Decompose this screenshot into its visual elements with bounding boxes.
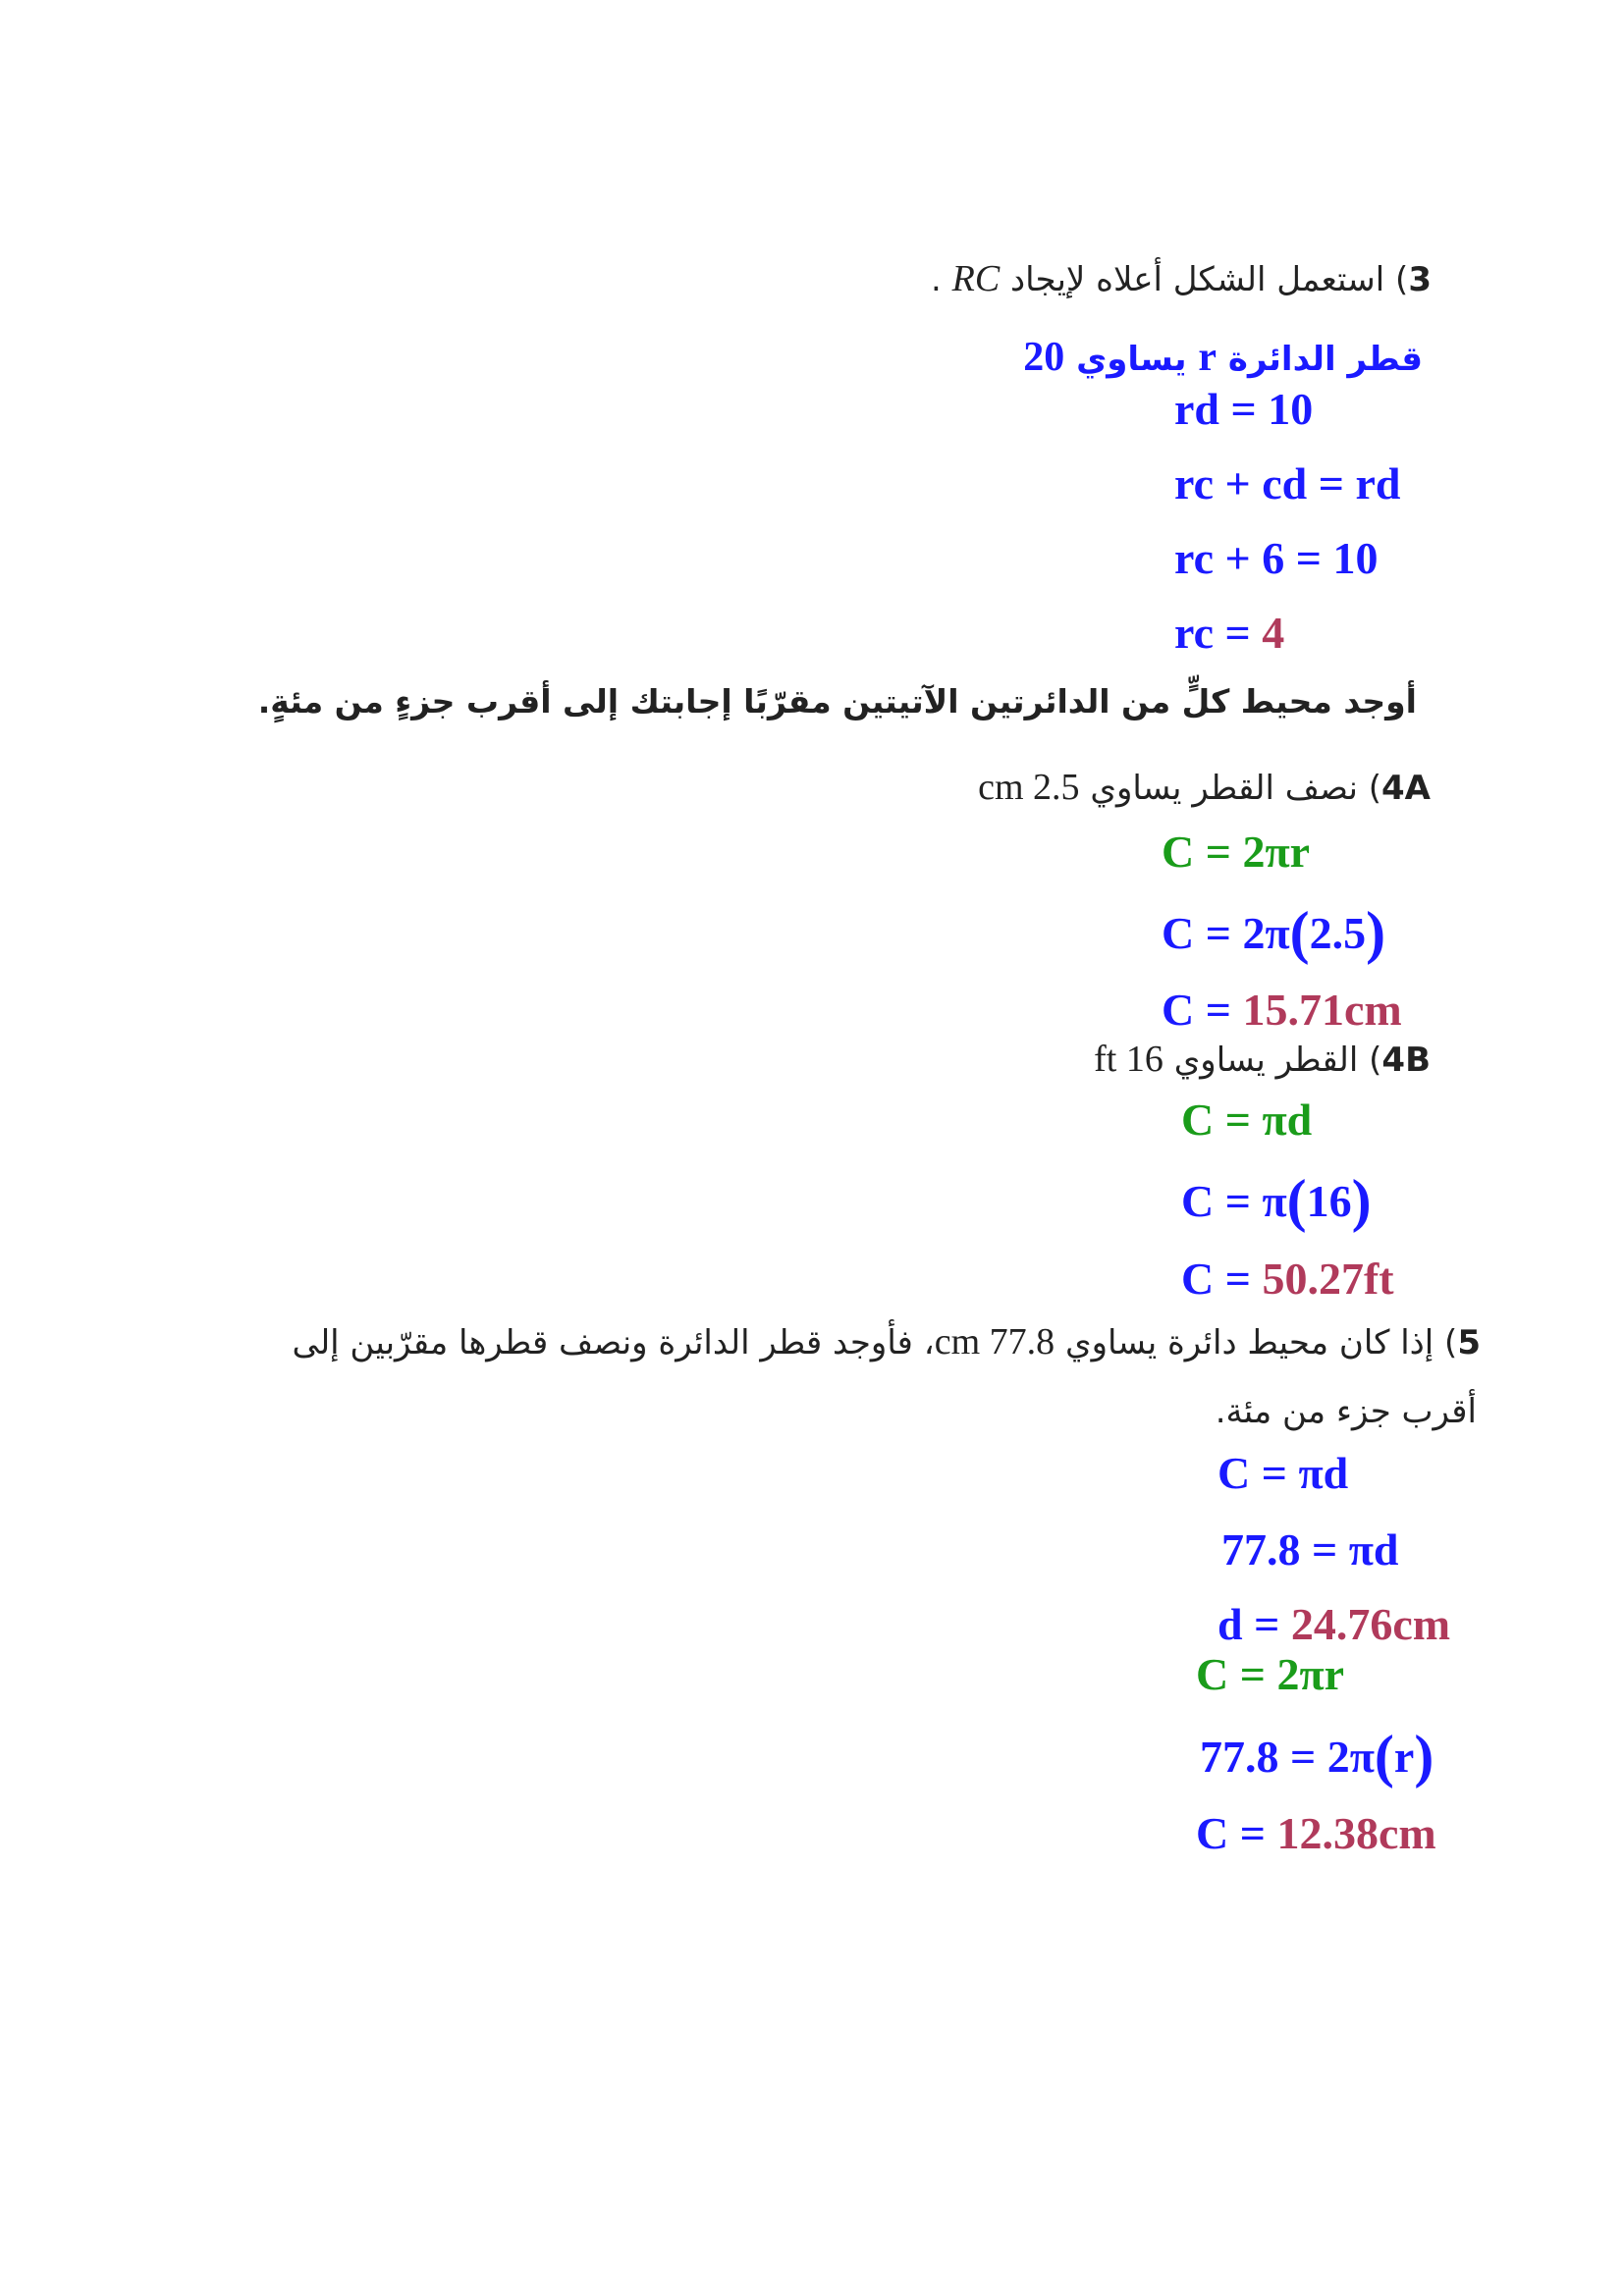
q3-line-4: rc = 4: [1174, 608, 1285, 658]
q4a-line-1: C = 2πr: [1162, 827, 1311, 877]
question-text-cont: ، فأوجد قطر الدائرة ونصف قطرها مقرّبين إلى: [292, 1323, 935, 1362]
q4b-line-3: C = 50.27ft: [1181, 1254, 1394, 1304]
question-text: القطر يساوي: [1173, 1041, 1359, 1080]
question-variable: RC: [951, 258, 1001, 299]
q5-line-2: 77.8 = πd: [1221, 1524, 1399, 1575]
question-number: 5: [1457, 1323, 1481, 1362]
q3-line-1: rd = 10: [1174, 384, 1314, 434]
q4a-line-3: C = 15.71cm: [1162, 985, 1402, 1035]
question-number: 4A: [1381, 769, 1431, 808]
instruction-heading: أوجد محيط كلٍّ من الدائرتين الآتيتين مقرّبًا إجابتك إلى أقرب جزءٍ من مئةٍ.: [257, 682, 1417, 721]
question-5: 5) إذا كان محيط دائرة يساوي 77.8 cm، فأوجد قطر الدائرة ونصف قطرها مقرّبين إلى: [292, 1321, 1481, 1362]
question-text: نصف القطر يساوي: [1090, 769, 1358, 808]
q5-line-1: C = πd: [1217, 1448, 1349, 1498]
question-value: 77.8 cm: [934, 1321, 1055, 1362]
q4a-line-2: C = 2π(2.5): [1162, 900, 1386, 965]
question-4b: 4B) القطر يساوي 16 ft: [1094, 1039, 1431, 1080]
q4b-line-2: C = π(16): [1181, 1168, 1372, 1233]
q4b-line-1: C = πd: [1181, 1095, 1313, 1145]
q3-line-3: rc + 6 = 10: [1174, 533, 1379, 583]
question-end: .: [931, 260, 942, 299]
q5-line-4: C = 2πr: [1196, 1649, 1345, 1699]
question-text: إذا كان محيط دائرة يساوي: [1064, 1323, 1434, 1362]
q3-note: قطر الدائرة r يساوي 20: [1023, 335, 1423, 380]
question-number: 4B: [1381, 1041, 1431, 1080]
question-value: 16 ft: [1094, 1039, 1163, 1080]
q5-line-5: 77.8 = 2π(r): [1200, 1724, 1434, 1789]
question-5-line-2: أقرب جزء من مئة.: [1215, 1392, 1477, 1431]
question-4a: 4A) نصف القطر يساوي 2.5 cm: [978, 767, 1431, 808]
q3-line-2: rc + cd = rd: [1174, 458, 1401, 508]
question-3: 3) استعمل الشكل أعلاه لإيجاد RC .: [931, 258, 1432, 299]
question-number: 3: [1408, 260, 1432, 299]
q5-line-3: d = 24.76cm: [1217, 1599, 1451, 1649]
question-text: استعمل الشكل أعلاه لإيجاد: [1010, 260, 1385, 299]
question-value: 2.5 cm: [978, 767, 1080, 808]
q5-line-6: C = 12.38cm: [1196, 1808, 1436, 1858]
